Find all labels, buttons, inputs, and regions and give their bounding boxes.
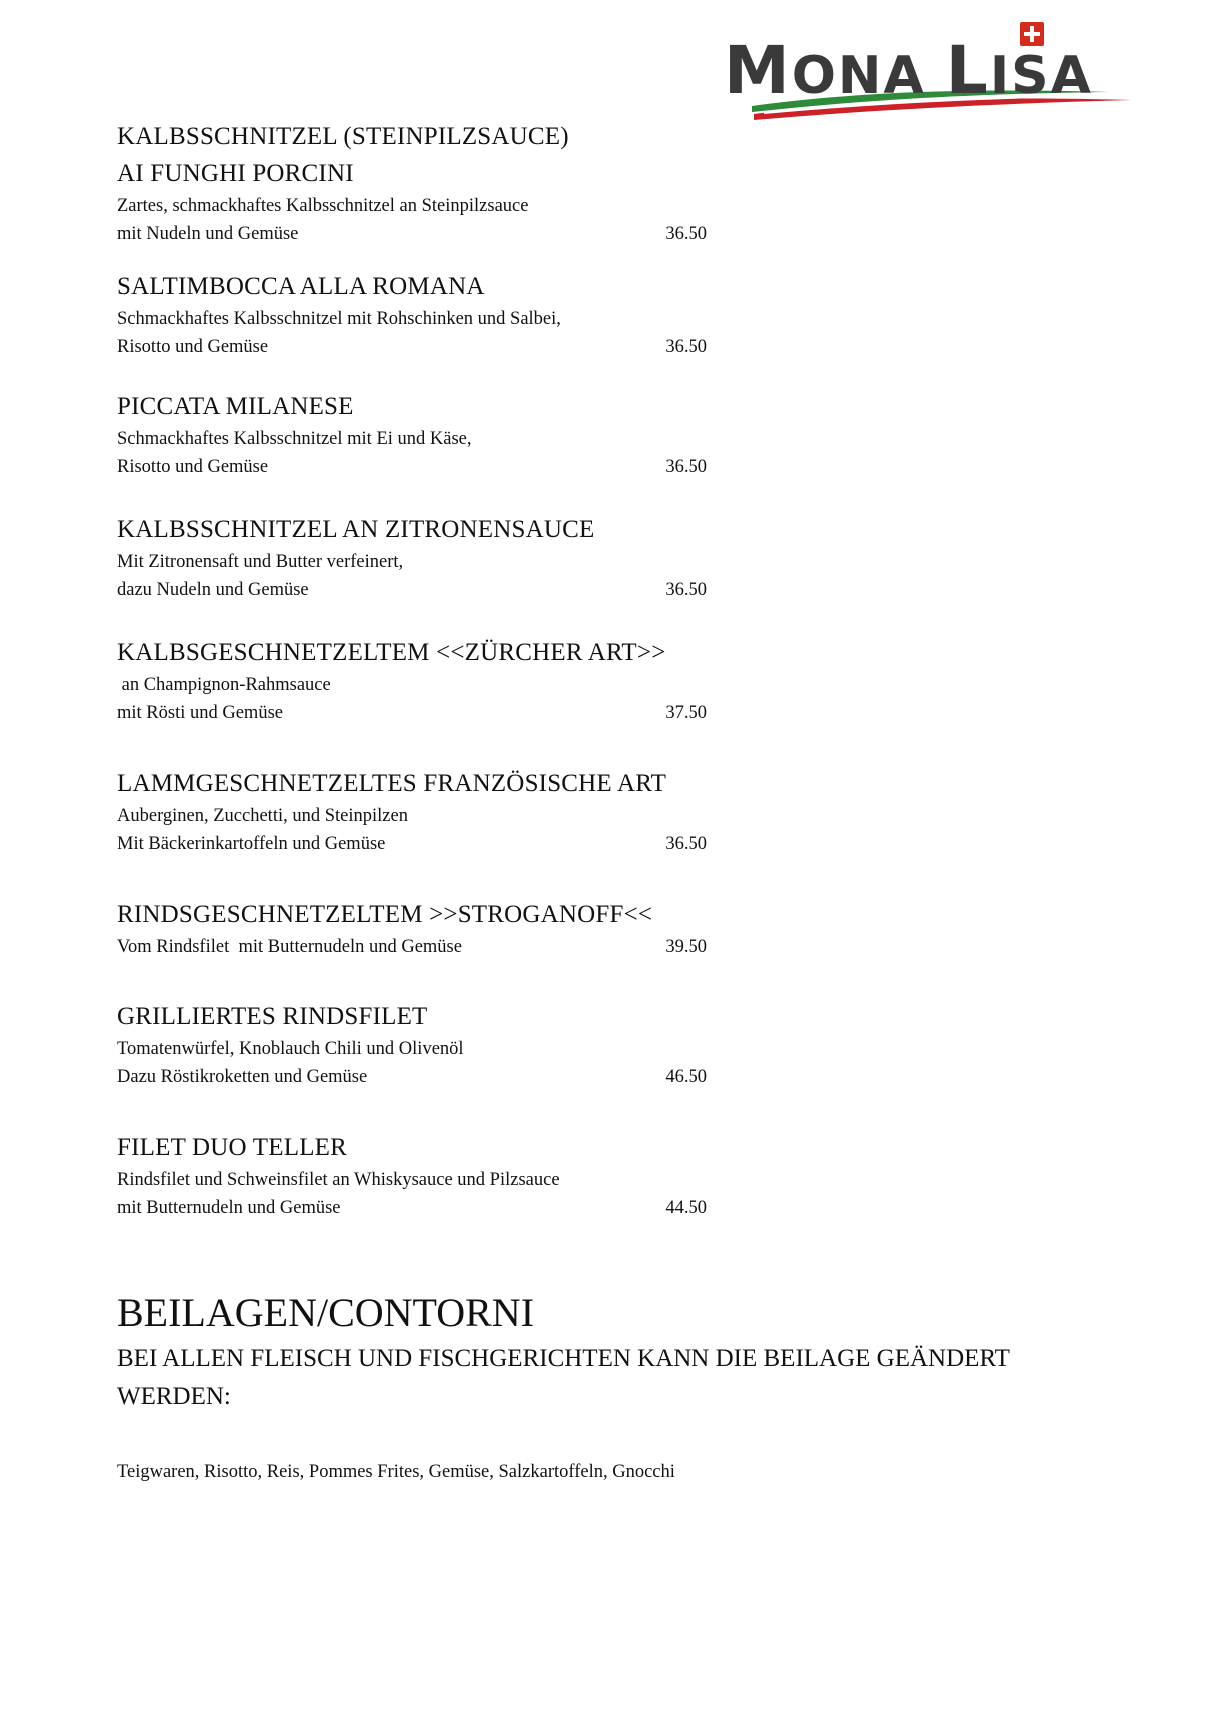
description-line: Tomatenwürfel, Knoblauch Chili und Olivenöl <box>117 1039 464 1059</box>
dish-description <box>117 1166 717 1222</box>
description-line: dazu Nudeln und Gemüse <box>117 580 309 600</box>
dish-description <box>117 425 717 481</box>
section-note: BEI ALLEN FLEISCH UND FISCHGERICHTEN KANN DIE BEILAGE GEÄNDERT WERDEN: <box>117 1345 1010 1410</box>
restaurant-logo <box>724 22 1144 132</box>
description-line: Vom Rindsfilet mit Butternudeln und Gemüse <box>117 937 462 957</box>
description-line: Mit Zitronensaft und Butter verfeinert, <box>117 552 404 572</box>
logo-wordmark: MONA LISA <box>724 32 1093 109</box>
dish-title: KALBSGESCHNETZELTEM <<ZÜRCHER ART>> <box>117 639 666 666</box>
description-line: Schmackhaftes Kalbsschnitzel mit Ei und Käse, <box>117 429 472 449</box>
dish-price: 44.50 <box>665 1198 707 1218</box>
description-line: mit Butternudeln und Gemüse <box>117 1198 341 1218</box>
menu-item <box>117 388 717 511</box>
dish-price: 46.50 <box>665 1067 707 1087</box>
side-dishes-section <box>117 1288 1117 1486</box>
dish-title: LAMMGESCHNETZELTES FRANZÖSISCHE ART <box>117 770 667 797</box>
description-line: Dazu Röstikroketten und Gemüse <box>117 1067 368 1087</box>
menu-item <box>117 268 717 388</box>
dish-description <box>117 1035 717 1091</box>
dish-price: 36.50 <box>665 224 707 244</box>
dish-description <box>117 802 717 858</box>
dish-price: 36.50 <box>665 457 707 477</box>
description-line: Schmackhaftes Kalbsschnitzel mit Rohschinken und Salbei, <box>117 309 561 329</box>
side-dishes-list: Teigwaren, Risotto, Reis, Pommes Frites, Gemüse, Salzkartoffeln, Gnocchi <box>117 1462 675 1482</box>
description-line: Mit Bäckerinkartoffeln und Gemüse <box>117 834 386 854</box>
dish-description <box>117 192 717 248</box>
dish-title: KALBSSCHNITZEL (STEINPILZSAUCE) AI FUNGHI PORCINI <box>117 123 569 187</box>
menu-item <box>117 765 717 896</box>
description-line: Auberginen, Zucchetti, und Steinpilzen <box>117 806 408 826</box>
dish-title: KALBSSCHNITZEL AN ZITRONENSAUCE <box>117 516 595 543</box>
description-line: mit Rösti und Gemüse <box>117 703 283 723</box>
dish-description <box>117 548 717 604</box>
menu-list <box>117 118 717 1259</box>
description-line: Risotto und Gemüse <box>117 457 269 477</box>
menu-item <box>117 511 717 634</box>
dish-title: RINDSGESCHNETZELTEM >>STROGANOFF<< <box>117 901 653 928</box>
dish-title: PICCATA MILANESE <box>117 393 354 420</box>
menu-item <box>117 1129 717 1259</box>
dish-title: GRILLIERTES RINDSFILET <box>117 1003 428 1030</box>
dish-price: 36.50 <box>665 337 707 357</box>
dish-price: 36.50 <box>665 580 707 600</box>
menu-item <box>117 998 717 1129</box>
section-title: BEILAGEN/CONTORNI <box>117 1290 535 1335</box>
dish-price: 37.50 <box>665 703 707 723</box>
description-line: Zartes, schmackhaftes Kalbsschnitzel an Steinpilzsauce <box>117 196 529 216</box>
dish-price: 36.50 <box>665 834 707 854</box>
description-line: Risotto und Gemüse <box>117 337 269 357</box>
dish-price: 39.50 <box>665 937 707 957</box>
dish-description <box>117 933 717 961</box>
dish-title: FILET DUO TELLER <box>117 1134 348 1161</box>
menu-item <box>117 118 717 268</box>
dish-description <box>117 305 717 361</box>
dish-title: SALTIMBOCCA ALLA ROMANA <box>117 273 485 300</box>
menu-item <box>117 896 717 998</box>
description-line: an Champignon-Rahmsauce <box>117 675 331 695</box>
description-line: Rindsfilet und Schweinsfilet an Whiskysauce und Pilzsauce <box>117 1170 560 1190</box>
menu-item <box>117 634 717 765</box>
dish-description <box>117 671 717 727</box>
description-line: mit Nudeln und Gemüse <box>117 224 299 244</box>
